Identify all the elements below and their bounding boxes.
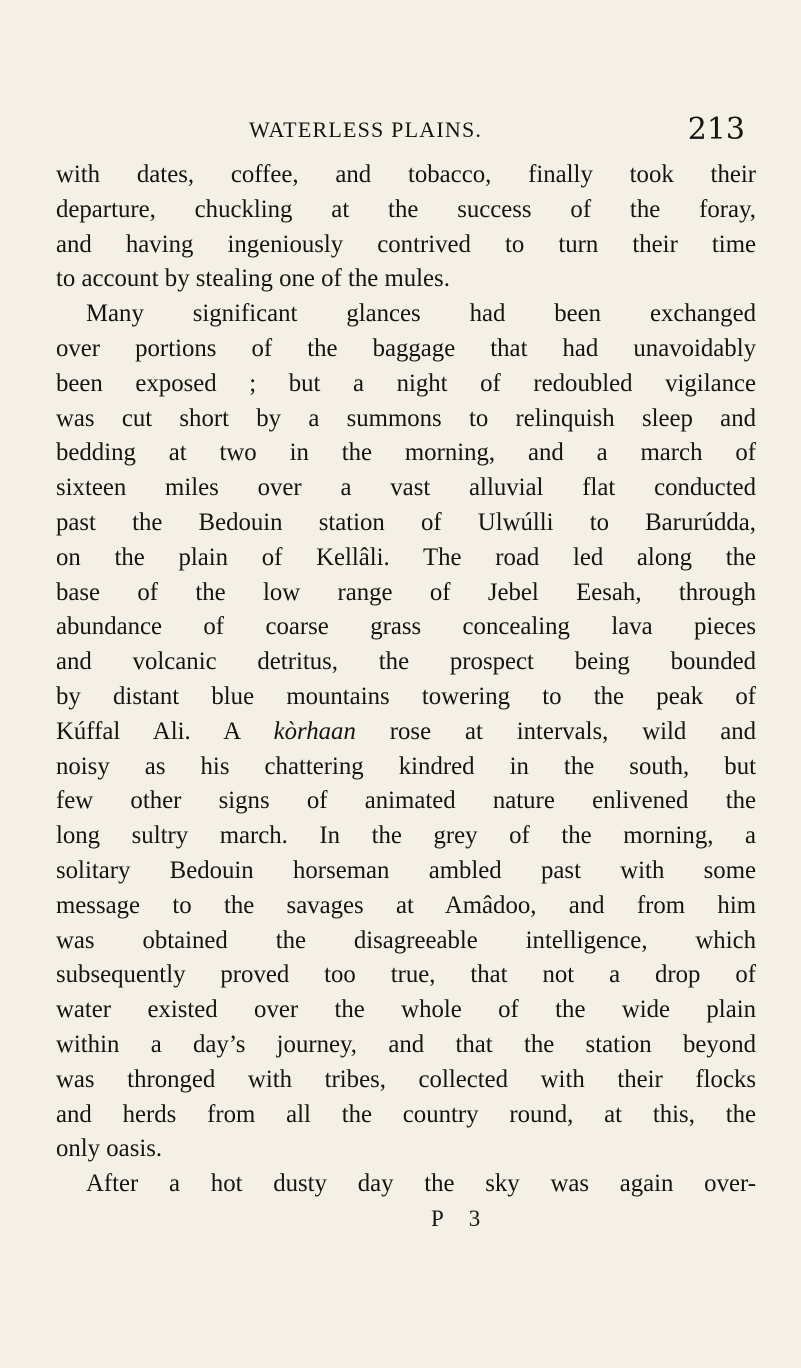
- running-head: [120, 112, 761, 152]
- text-line: and volcanic detritus, the prospect being bounded: [56, 648, 756, 676]
- text-line: noisy as his chattering kindred in the south, but: [56, 752, 756, 780]
- italic-word: kòrhaan: [273, 717, 356, 745]
- text-line: message to the savages at Amâdoo, and from him: [56, 891, 756, 919]
- signature-mark: P 3: [431, 1205, 491, 1231]
- text-line: After a hot dusty day the sky was again over-: [86, 1170, 756, 1198]
- page-number: 213: [687, 112, 745, 147]
- text-line: on the plain of Kellâli. The road led along the: [56, 543, 756, 571]
- text-line: solitary Bedouin horseman ambled past with some: [56, 856, 756, 884]
- running-title: WATERLESS PLAINS.: [249, 117, 483, 142]
- text-line: was thronged with tribes, collected with their flocks: [56, 1065, 756, 1093]
- text-fragment: rose at intervals, wild and: [389, 717, 757, 745]
- text-line: departure, chuckling at the success of the foray,: [56, 195, 756, 223]
- text-line: over portions of the baggage that had unavoidably: [56, 334, 756, 362]
- text-line: base of the low range of Jebel Eesah, through: [56, 578, 756, 606]
- text-line: with dates, coffee, and tobacco, finally took their: [56, 161, 756, 188]
- text-line: to account by stealing one of the mules.: [56, 265, 450, 293]
- text-line: by distant blue mountains towering to the peak of: [56, 682, 756, 710]
- text-fragment: Kúffal Ali. A: [56, 717, 240, 745]
- text-line: only oasis.: [56, 1135, 163, 1163]
- text-line: been exposed ; but a night of redoubled vigilance: [56, 369, 756, 397]
- text-line: was cut short by a summons to relinquish sleep and: [56, 404, 756, 432]
- text-line: abundance of coarse grass concealing lava pieces: [56, 613, 756, 641]
- text-line: few other signs of animated nature enlivened the: [56, 787, 756, 815]
- text-line: [56, 715, 756, 750]
- text-line: past the Bedouin station of Ulwúlli to Barurúdda,: [56, 508, 756, 536]
- text-line: and having ingeniously contrived to turn their time: [56, 230, 756, 258]
- body-text: [56, 158, 756, 1237]
- text-line: subsequently proved too true, that not a drop of: [56, 961, 756, 989]
- text-line: sixteen miles over a vast alluvial flat conducted: [56, 474, 756, 502]
- text-line: bedding at two in the morning, and a march of: [56, 439, 756, 467]
- text-line: was obtained the disagreeable intelligence, which: [56, 926, 756, 954]
- text-line: Many significant glances had been exchanged: [86, 300, 756, 328]
- text-line: within a day’s journey, and that the station beyond: [56, 1030, 756, 1058]
- text-line: water existed over the whole of the wide plain: [56, 996, 756, 1024]
- text-line: long sultry march. In the grey of the morning, a: [56, 822, 756, 850]
- text-line: and herds from all the country round, at this, the: [56, 1100, 756, 1128]
